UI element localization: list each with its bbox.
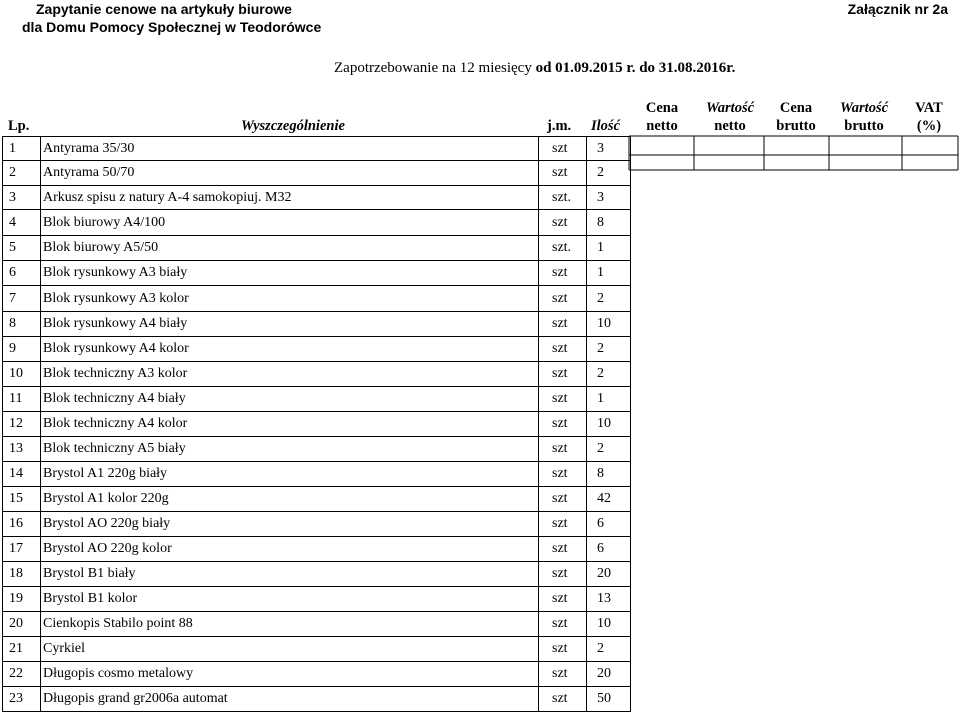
row-name: Brystol AO 220g biały <box>41 512 539 537</box>
row-unit: szt <box>539 286 587 312</box>
row-qty: 3 <box>587 186 631 210</box>
row-name: Antyrama 50/70 <box>41 161 539 186</box>
col-header-wartosc-brutto-l1: Wartość <box>839 100 889 116</box>
row-unit: szt <box>539 437 587 462</box>
col-header-cena-brutto-l1: Cena <box>779 100 813 116</box>
document-title: Zapytanie cenowe na artykuły biurowe <box>36 1 292 17</box>
row-unit: szt <box>539 537 587 562</box>
row-name: Brystol A1 kolor 220g <box>41 487 539 512</box>
row-qty: 8 <box>587 462 631 487</box>
row-lp: 3 <box>3 186 41 210</box>
row-qty: 1 <box>587 236 631 261</box>
row-lp: 5 <box>3 236 41 261</box>
row-qty: 10 <box>587 612 631 637</box>
row-lp: 10 <box>3 362 41 387</box>
row-qty: 20 <box>587 662 631 687</box>
col-header-lp: Lp. <box>8 118 30 134</box>
row-unit: szt <box>539 687 587 712</box>
col-header-wartosc-netto-l2: netto <box>714 118 746 134</box>
row-name: Antyrama 35/30 <box>41 137 539 161</box>
row-name: Cyrkiel <box>41 637 539 662</box>
row-name: Brystol A1 220g biały <box>41 462 539 487</box>
row-qty: 42 <box>587 487 631 512</box>
row-lp: 8 <box>3 312 41 337</box>
row-qty: 1 <box>587 261 631 286</box>
row-lp: 17 <box>3 537 41 562</box>
row-lp: 7 <box>3 286 41 312</box>
row-lp: 11 <box>3 387 41 412</box>
col-header-vat-l2: (%) <box>916 118 942 134</box>
attachment-label: Załącznik nr 2a <box>847 1 948 17</box>
row-lp: 18 <box>3 562 41 587</box>
row-unit: szt <box>539 161 587 186</box>
row-name: Blok techniczny A5 biały <box>41 437 539 462</box>
row-qty: 10 <box>587 312 631 337</box>
row-unit: szt <box>539 637 587 662</box>
row-unit: szt <box>539 662 587 687</box>
col-header-qty: Ilość <box>591 118 620 134</box>
document-institution: dla Domu Pomocy Społecznej w Teodorówce <box>22 19 322 35</box>
row-name: Blok techniczny A3 kolor <box>41 362 539 387</box>
row-qty: 2 <box>587 286 631 312</box>
row-lp: 2 <box>3 161 41 186</box>
row-name: Blok techniczny A4 biały <box>41 387 539 412</box>
row-unit: szt <box>539 210 587 236</box>
col-header-cena-netto-l2: netto <box>646 118 678 134</box>
row-unit: szt <box>539 512 587 537</box>
row-name: Blok rysunkowy A3 kolor <box>41 286 539 312</box>
subtitle-prefix: Zapotrzebowanie na 12 miesięcy <box>334 60 536 76</box>
row-qty: 50 <box>587 687 631 712</box>
row-lp: 22 <box>3 662 41 687</box>
row-qty: 2 <box>587 637 631 662</box>
row-unit: szt <box>539 412 587 437</box>
row-unit: szt <box>539 462 587 487</box>
row-qty: 13 <box>587 587 631 612</box>
col-header-cena-netto-l1: Cena <box>645 100 679 116</box>
col-header-wartosc-netto-l1: Wartość <box>705 100 755 116</box>
row-lp: 14 <box>3 462 41 487</box>
row-name: Blok rysunkowy A4 biały <box>41 312 539 337</box>
row-lp: 1 <box>3 137 41 161</box>
row-qty: 1 <box>587 387 631 412</box>
row-qty: 2 <box>587 161 631 186</box>
row-name: Blok techniczny A4 kolor <box>41 412 539 437</box>
row-unit: szt <box>539 337 587 362</box>
row-qty: 2 <box>587 337 631 362</box>
row-unit: szt <box>539 487 587 512</box>
row-name: Blok biurowy A5/50 <box>41 236 539 261</box>
row-lp: 9 <box>3 337 41 362</box>
row-lp: 23 <box>3 687 41 712</box>
col-header-cena-brutto-l2: brutto <box>776 118 816 134</box>
row-qty: 6 <box>587 512 631 537</box>
row-lp: 12 <box>3 412 41 437</box>
row-unit: szt <box>539 612 587 637</box>
row-name: Blok rysunkowy A4 kolor <box>41 337 539 362</box>
row-qty: 3 <box>587 137 631 161</box>
row-unit: szt <box>539 562 587 587</box>
row-lp: 15 <box>3 487 41 512</box>
row-qty: 6 <box>587 537 631 562</box>
row-qty: 2 <box>587 437 631 462</box>
row-name: Długopis cosmo metalowy <box>41 662 539 687</box>
row-unit: szt <box>539 137 587 161</box>
row-qty: 2 <box>587 362 631 387</box>
row-lp: 13 <box>3 437 41 462</box>
row-unit: szt. <box>539 236 587 261</box>
row-lp: 20 <box>3 612 41 637</box>
col-header-unit: j.m. <box>547 118 572 134</box>
col-header-wartosc-brutto-l2: brutto <box>844 118 884 134</box>
row-lp: 16 <box>3 512 41 537</box>
row-name: Blok rysunkowy A3 biały <box>41 261 539 286</box>
col-header-vat-l1: VAT <box>915 100 943 116</box>
row-name: Brystol B1 biały <box>41 562 539 587</box>
row-qty: 20 <box>587 562 631 587</box>
row-unit: szt <box>539 312 587 337</box>
col-header-name: Wyszczególnienie <box>241 118 345 134</box>
row-lp: 6 <box>3 261 41 286</box>
row-name: Brystol AO 220g kolor <box>41 537 539 562</box>
row-unit: szt <box>539 587 587 612</box>
row-qty: 10 <box>587 412 631 437</box>
row-unit: szt. <box>539 186 587 210</box>
row-unit: szt <box>539 387 587 412</box>
subtitle-period: od 01.09.2015 r. do 31.08.2016r. <box>535 60 736 76</box>
row-unit: szt <box>539 261 587 286</box>
row-lp: 21 <box>3 637 41 662</box>
row-name: Blok biurowy A4/100 <box>41 210 539 236</box>
row-name: Brystol B1 kolor <box>41 587 539 612</box>
row-name: Cienkopis Stabilo point 88 <box>41 612 539 637</box>
row-name: Arkusz spisu z natury A-4 samokopiuj. M32 <box>41 186 539 210</box>
row-lp: 19 <box>3 587 41 612</box>
row-qty: 8 <box>587 210 631 236</box>
row-name: Długopis grand gr2006a automat <box>41 687 539 712</box>
row-unit: szt <box>539 362 587 387</box>
row-lp: 4 <box>3 210 41 236</box>
